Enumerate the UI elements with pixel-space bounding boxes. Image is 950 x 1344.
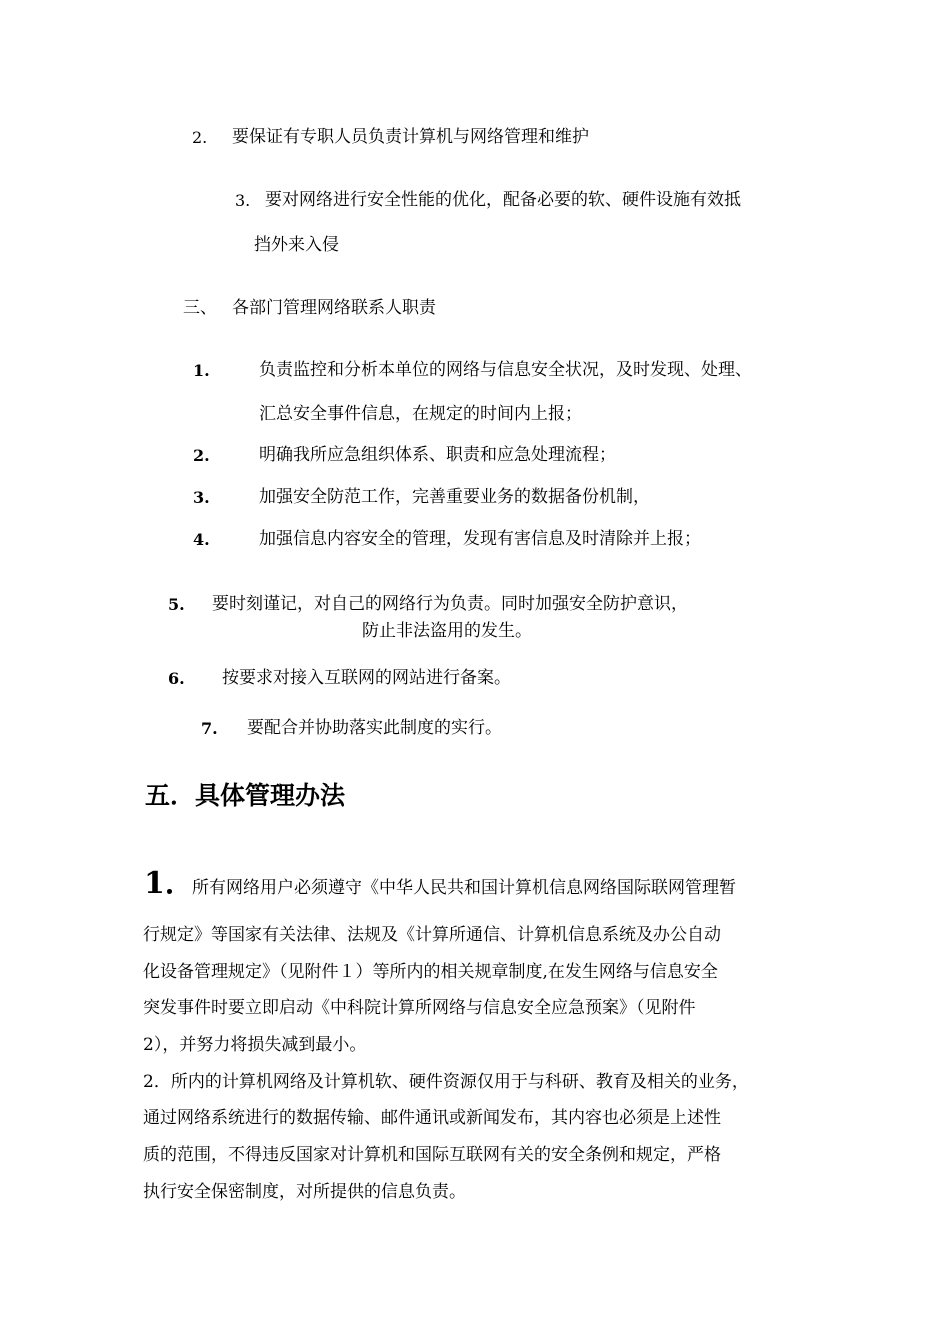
list-item-text: 明确我所应急组织体系、职责和应急处理流程； (259, 445, 616, 465)
list-item-text: 按要求对接入互联网的网站进行备案。 (222, 668, 511, 688)
paragraph-line: 2），并努力将损失减到最小。 (143, 1035, 367, 1055)
list-item-text-continued: 挡外来入侵 (254, 235, 339, 255)
list-item-text: 负责监控和分析本单位的网络与信息安全状况，及时发现、处理、 (259, 360, 752, 380)
list-item-number: 1. (193, 361, 210, 380)
list-item-text: 要对网络进行安全性能的优化，配备必要的软、硬件设施有效抵 (265, 190, 741, 210)
paragraph-line: 行规定》等国家有关法律、法规及《计算所通信、计算机信息系统及办公自动 (143, 925, 721, 945)
list-item-number: 3. (193, 488, 210, 507)
list-item-text: 加强安全防范工作，完善重要业务的数据备份机制， (259, 487, 650, 507)
list-item-text-continued: 防止非法盗用的发生。 (362, 621, 532, 641)
list-item-number: 6. (168, 669, 185, 688)
list-item-text: 加强信息内容安全的管理，发现有害信息及时清除并上报； (259, 529, 701, 549)
list-item-number: 7. (201, 719, 218, 738)
paragraph-line: 所有网络用户必须遵守《中华人民共和国计算机信息网络国际联网管理暂 (192, 878, 736, 898)
paragraph-number: 1． (144, 866, 195, 901)
list-item-number: 3. (235, 191, 251, 210)
list-item-text: 要保证有专职人员负责计算机与网络管理和维护 (232, 127, 589, 147)
paragraph-line: 执行安全保密制度，对所提供的信息负责。 (143, 1182, 466, 1202)
section-number: 三、 (183, 298, 217, 318)
paragraph-line: 质的范围，不得违反国家对计算机和国际互联网有关的安全条例和规定，严格 (143, 1145, 721, 1165)
paragraph-line: 化设备管理规定》（见附件１）等所内的相关规章制度,在发生网络与信息安全 (143, 962, 718, 982)
list-item-text: 要配合并协助落实此制度的实行。 (247, 718, 502, 738)
list-item-number: 2. (192, 128, 208, 147)
list-item-number: 2. (193, 446, 210, 465)
section-title: 各部门管理网络联系人职责 (232, 298, 436, 318)
list-item-text-continued: 汇总安全事件信息，在规定的时间内上报； (259, 404, 582, 424)
paragraph-line: 2．所内的计算机网络及计算机软、硬件资源仅用于与科研、教育及相关的业务， (143, 1072, 749, 1092)
paragraph-line: 突发事件时要立即启动《中科院计算所网络与信息安全应急预案》（见附件 (143, 998, 696, 1018)
list-item-number: 4. (193, 530, 210, 549)
list-item-number: 5. (168, 595, 185, 614)
section-heading: 五．具体管理办法 (145, 781, 346, 810)
list-item-text: 要时刻谨记，对自己的网络行为负责。同时加强安全防护意识， (212, 594, 688, 614)
paragraph-line: 通过网络系统进行的数据传输、邮件通讯或新闻发布，其内容也必须是上述性 (143, 1108, 721, 1128)
